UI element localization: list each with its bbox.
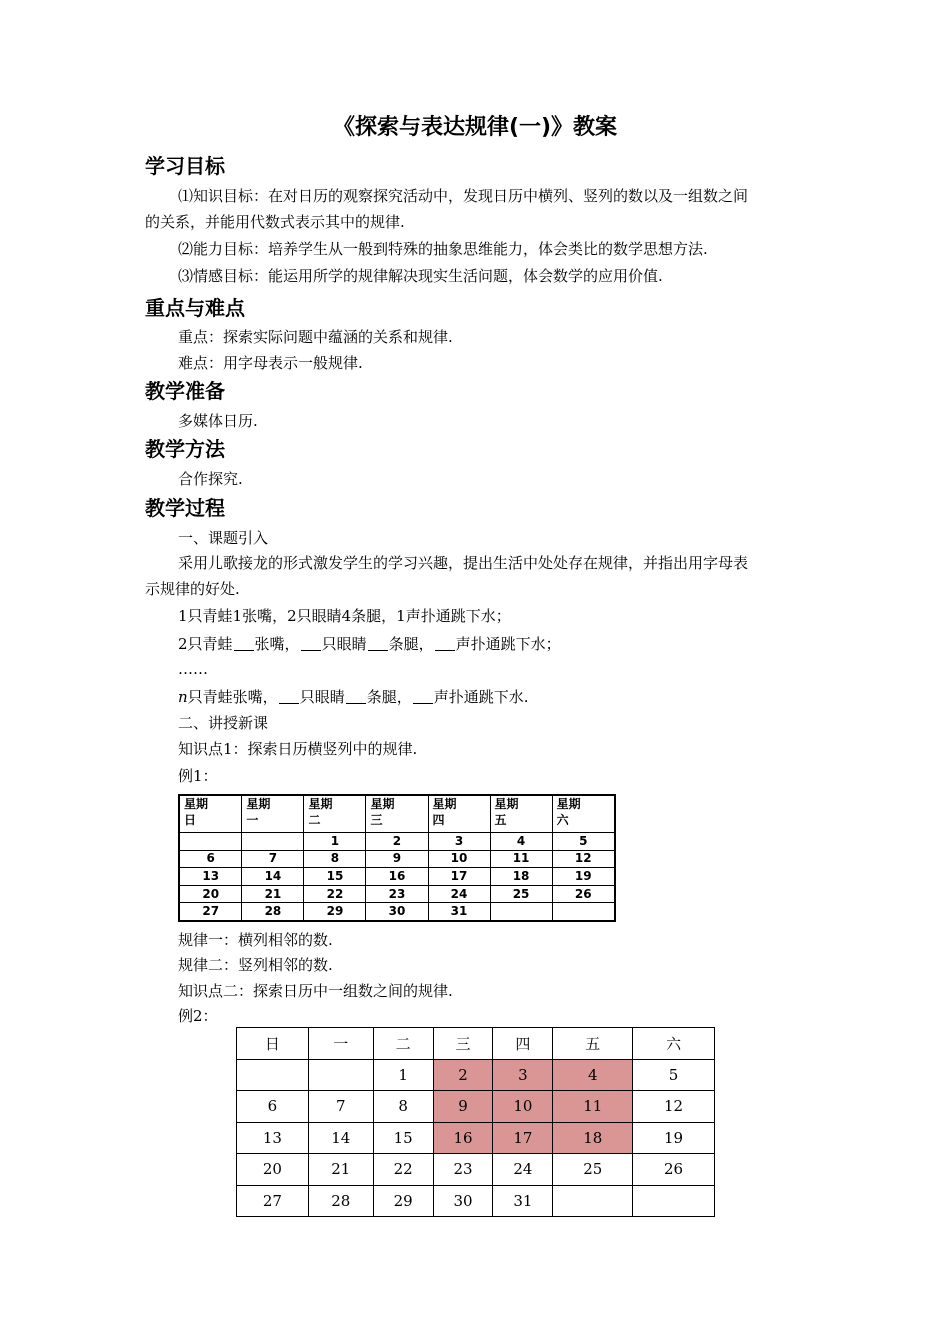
day-cell: 24 — [428, 885, 490, 903]
day-cell: 20 — [237, 1154, 309, 1186]
header-cell: 星期六 — [552, 795, 615, 833]
table-header-row — [179, 795, 615, 833]
calendar-table-2 — [236, 1027, 715, 1217]
day-cell: 21 — [242, 885, 304, 903]
table-row — [237, 1154, 715, 1186]
highlighted-day-cell: 18 — [553, 1122, 633, 1154]
day-cell: 22 — [304, 885, 366, 903]
day-cell: 19 — [633, 1122, 715, 1154]
day-cell: 13 — [237, 1122, 309, 1154]
highlighted-day-cell: 10 — [493, 1091, 553, 1123]
rhyme3-part-a: 只青蛙张嘴， — [187, 688, 278, 706]
table-row — [179, 868, 615, 886]
table-row — [237, 1122, 715, 1154]
day-cell: 23 — [433, 1154, 493, 1186]
header-cell: 星期三 — [366, 795, 428, 833]
part1-heading: 一、课题引入 — [178, 529, 269, 547]
day-cell: 16 — [366, 868, 428, 886]
day-cell: 21 — [308, 1154, 373, 1186]
day-cell: 26 — [633, 1154, 715, 1186]
header-cell: 二 — [373, 1028, 433, 1060]
ellipsis: …… — [178, 660, 208, 678]
day-cell: 12 — [633, 1091, 715, 1123]
day-cell — [552, 903, 615, 921]
day-cell: 14 — [308, 1122, 373, 1154]
day-cell: 31 — [493, 1185, 553, 1217]
header-cell: 星期五 — [490, 795, 552, 833]
day-cell: 24 — [493, 1154, 553, 1186]
preparation-text: 多媒体日历. — [178, 412, 258, 430]
goal-knowledge-line1: ⑴知识目标：在对日历的观察探究活动中，发现日历中横列、竖列的数以及一组数之间 — [178, 187, 749, 205]
highlighted-day-cell: 3 — [493, 1059, 553, 1091]
header-cell: 星期四 — [428, 795, 490, 833]
blank — [368, 636, 388, 651]
table-row — [237, 1059, 715, 1091]
day-cell: 30 — [366, 903, 428, 921]
day-cell: 29 — [373, 1185, 433, 1217]
rule-one: 规律一：横列相邻的数. — [178, 931, 333, 949]
day-cell: 8 — [373, 1091, 433, 1123]
header-cell: 星期二 — [304, 795, 366, 833]
rhyme2-part-d: 条腿， — [388, 635, 434, 653]
day-cell — [179, 833, 242, 851]
highlighted-day-cell: 9 — [433, 1091, 493, 1123]
day-cell: 7 — [242, 850, 304, 868]
day-cell: 25 — [553, 1154, 633, 1186]
day-cell: 27 — [237, 1185, 309, 1217]
day-cell — [237, 1059, 309, 1091]
heading-method: 教学方法 — [145, 437, 225, 461]
knowledge-point-1: 知识点1：探索日历横竖列中的规律. — [178, 740, 418, 758]
highlighted-day-cell: 17 — [493, 1122, 553, 1154]
rhyme2-part-a: 2只青蛙 — [178, 635, 233, 653]
day-cell: 4 — [490, 833, 552, 851]
day-cell: 31 — [428, 903, 490, 921]
rhyme-line2 — [178, 631, 843, 657]
blank — [435, 636, 455, 651]
day-cell: 2 — [366, 833, 428, 851]
example2-label: 例2： — [178, 1007, 218, 1025]
calendar-table-1 — [178, 794, 616, 922]
rhyme3-part-c: 条腿， — [366, 688, 412, 706]
day-cell: 3 — [428, 833, 490, 851]
highlighted-day-cell: 11 — [553, 1091, 633, 1123]
rhyme3-part-b: 只眼睛 — [299, 688, 345, 706]
header-cell: 三 — [433, 1028, 493, 1060]
day-cell: 7 — [308, 1091, 373, 1123]
day-cell: 1 — [373, 1059, 433, 1091]
day-cell: 26 — [552, 885, 615, 903]
header-cell: 日 — [237, 1028, 309, 1060]
intro-line1: 采用儿歌接龙的形式激发学生的学习兴趣，提出生活中处处存在规律，并指出用字母表 — [178, 554, 749, 572]
day-cell: 18 — [490, 868, 552, 886]
day-cell: 8 — [304, 850, 366, 868]
example1-label: 例1： — [178, 767, 218, 785]
table-row — [237, 1185, 715, 1217]
day-cell — [553, 1185, 633, 1217]
table-row — [179, 885, 615, 903]
day-cell: 25 — [490, 885, 552, 903]
heading-preparation: 教学准备 — [145, 379, 225, 403]
day-cell: 20 — [179, 885, 242, 903]
rhyme2-part-e: 声扑通跳下水； — [455, 635, 561, 653]
blank — [279, 689, 299, 704]
table-row — [237, 1091, 715, 1123]
day-cell: 10 — [428, 850, 490, 868]
day-cell: 14 — [242, 868, 304, 886]
day-cell: 13 — [179, 868, 242, 886]
highlighted-day-cell: 4 — [553, 1059, 633, 1091]
day-cell: 27 — [179, 903, 242, 921]
day-cell: 19 — [552, 868, 615, 886]
highlighted-day-cell: 2 — [433, 1059, 493, 1091]
day-cell — [633, 1185, 715, 1217]
day-cell: 23 — [366, 885, 428, 903]
day-cell: 11 — [490, 850, 552, 868]
day-cell — [308, 1059, 373, 1091]
rhyme-line1: 1只青蛙1张嘴，2只眼睛4条腿，1声扑通跳下水； — [178, 607, 511, 625]
rule-two: 规律二：竖列相邻的数. — [178, 956, 333, 974]
day-cell: 28 — [308, 1185, 373, 1217]
day-cell: 15 — [373, 1122, 433, 1154]
table-header-row — [237, 1028, 715, 1060]
goal-knowledge-line2: 的关系，并能用代数式表示其中的规律. — [145, 213, 405, 231]
goal-emotion: ⑶情感目标：能运用所学的规律解决现实生活问题，体会数学的应用价值. — [178, 267, 663, 285]
rhyme2-part-c: 只眼睛 — [321, 635, 367, 653]
table-row — [179, 850, 615, 868]
day-cell: 28 — [242, 903, 304, 921]
day-cell: 5 — [552, 833, 615, 851]
day-cell: 12 — [552, 850, 615, 868]
day-cell: 29 — [304, 903, 366, 921]
focus-text: 重点：探索实际问题中蕴涵的关系和规律. — [178, 328, 453, 346]
day-cell: 17 — [428, 868, 490, 886]
day-cell: 1 — [304, 833, 366, 851]
blank — [346, 689, 366, 704]
highlighted-day-cell: 16 — [433, 1122, 493, 1154]
page-title: 《探索与表达规律(一)》教案 — [332, 115, 618, 140]
part2-heading: 二、讲授新课 — [178, 714, 269, 732]
difficulty-text: 难点：用字母表示一般规律. — [178, 354, 363, 372]
variable-n: n — [178, 688, 188, 706]
blank — [234, 636, 254, 651]
intro-line2: 示规律的好处. — [145, 580, 240, 598]
day-cell: 22 — [373, 1154, 433, 1186]
day-cell — [490, 903, 552, 921]
goal-ability: ⑵能力目标：培养学生从一般到特殊的抽象思维能力，体会类比的数学思想方法. — [178, 240, 708, 258]
table-row — [179, 833, 615, 851]
method-text: 合作探究. — [178, 470, 243, 488]
heading-key-points: 重点与难点 — [145, 296, 245, 320]
day-cell: 6 — [179, 850, 242, 868]
header-cell: 星期日 — [179, 795, 242, 833]
day-cell: 15 — [304, 868, 366, 886]
header-cell: 四 — [493, 1028, 553, 1060]
day-cell: 30 — [433, 1185, 493, 1217]
rhyme2-part-b: 张嘴， — [254, 635, 300, 653]
header-cell: 五 — [553, 1028, 633, 1060]
heading-process: 教学过程 — [145, 496, 225, 520]
header-cell: 六 — [633, 1028, 715, 1060]
header-cell: 星期一 — [242, 795, 304, 833]
day-cell: 6 — [237, 1091, 309, 1123]
day-cell — [242, 833, 304, 851]
day-cell: 5 — [633, 1059, 715, 1091]
table-row — [179, 903, 615, 921]
heading-goals: 学习目标 — [145, 154, 225, 178]
rhyme-line3 — [178, 684, 843, 710]
blank — [301, 636, 321, 651]
knowledge-point-2: 知识点二：探索日历中一组数之间的规律. — [178, 982, 453, 1000]
day-cell: 9 — [366, 850, 428, 868]
blank — [413, 689, 433, 704]
header-cell: 一 — [308, 1028, 373, 1060]
rhyme3-part-d: 声扑通跳下水. — [433, 688, 529, 706]
